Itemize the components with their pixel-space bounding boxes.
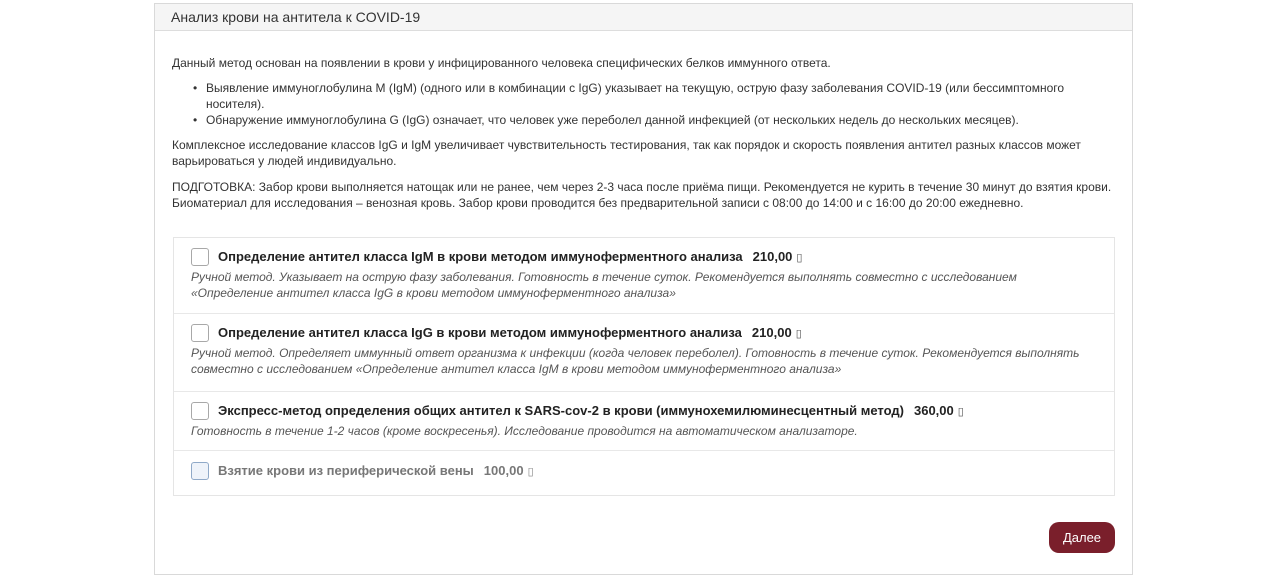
service-price: 100,00 xyxy=(483,463,524,478)
service-note-igm: Ручной метод. Указывает на острую фазу заболевания. Готовность в течение суток. Рекомендуется выполнять совместно с исследованием «Определение антител класса IgG в крови методом иммуноферментного анализа» xyxy=(191,270,1017,300)
service-name: Определение антител класса IgG в крови методом иммуноферментного анализа xyxy=(218,325,742,340)
bullet-igm: • Выявление иммуноглобулина M (IgM) (одного или в комбинации с IgG) указывает на текущую, острую фазу заболевания COVID-19 (или бессимптомного носителя). xyxy=(206,80,1086,112)
service-price: 360,00 xyxy=(913,403,954,418)
description-bullets xyxy=(206,80,1086,128)
panel-title: Анализ крови на антитела к COVID-19 xyxy=(155,4,1132,31)
service-title-igm[interactable] xyxy=(218,249,802,264)
service-note-express: Готовность в течение 1-2 часов (кроме воскресенья). Исследование проводится на автоматическом анализаторе. xyxy=(191,424,858,438)
service-note-igg: Ручной метод. Определяет иммунный ответ организма к инфекции (когда человек переболел). Готовность в течение суток. Рекомендуется выполнять совместно с исследованием «Определение антител класса IgM в крови методом иммуноферментного анализа» xyxy=(191,346,1080,376)
service-item-igm xyxy=(174,238,1114,314)
services-list xyxy=(173,237,1115,496)
service-checkbox-express[interactable] xyxy=(191,402,209,420)
currency-icon: ▯ xyxy=(795,328,802,340)
currency-icon: ▯ xyxy=(957,406,964,418)
description-preparation: ПОДГОТОВКА: Забор крови выполняется натощак или не ранее, чем через 2-3 часа после приёма пищи. Рекомендуется не курить в течение 30 минут до взятия крови. Биоматериал для исследования – венозная кровь. Забор крови проводится без предварительной записи с 08:00 до 14:00 и с 16:00 до 20:00 ежедневно. xyxy=(172,180,1112,210)
service-price: 210,00 xyxy=(751,325,792,340)
currency-icon: ▯ xyxy=(527,466,534,478)
description-complex: Комплексное исследование классов IgG и IgM увеличивает чувствительность тестирования, так как порядок и скорость появления антител разных классов может варьироваться у людей индивидуально. xyxy=(172,138,1081,168)
service-item-igg xyxy=(174,314,1114,392)
service-item-blood-draw xyxy=(174,451,1114,495)
service-name: Экспресс-метод определения общих антител к SARS-cov-2 в крови (иммунохемилюминесцентный метод) xyxy=(218,403,904,418)
service-title-igg[interactable] xyxy=(218,325,802,340)
service-name: Взятие крови из периферической вены xyxy=(218,463,474,478)
service-price: 210,00 xyxy=(752,249,793,264)
description-intro: Данный метод основан на появлении в крови у инфицированного человека специфических белков иммунного ответа. xyxy=(172,56,831,70)
service-title-express[interactable] xyxy=(218,403,964,418)
currency-icon: ▯ xyxy=(796,252,803,264)
service-checkbox-blood-draw[interactable] xyxy=(191,462,209,480)
next-button[interactable]: Далее xyxy=(1049,522,1115,553)
bullet-igg: • Обнаружение иммуноглобулина G (IgG) означает, что человек уже переболел данной инфекцией (от нескольких недель до нескольких месяцев). xyxy=(206,112,1086,128)
service-checkbox-igg[interactable] xyxy=(191,324,209,342)
service-item-express xyxy=(174,392,1114,451)
service-checkbox-igm[interactable] xyxy=(191,248,209,266)
service-title-blood-draw[interactable] xyxy=(218,463,534,478)
covid-antibody-panel xyxy=(154,3,1133,575)
service-name: Определение антител класса IgM в крови методом иммуноферментного анализа xyxy=(218,249,743,264)
